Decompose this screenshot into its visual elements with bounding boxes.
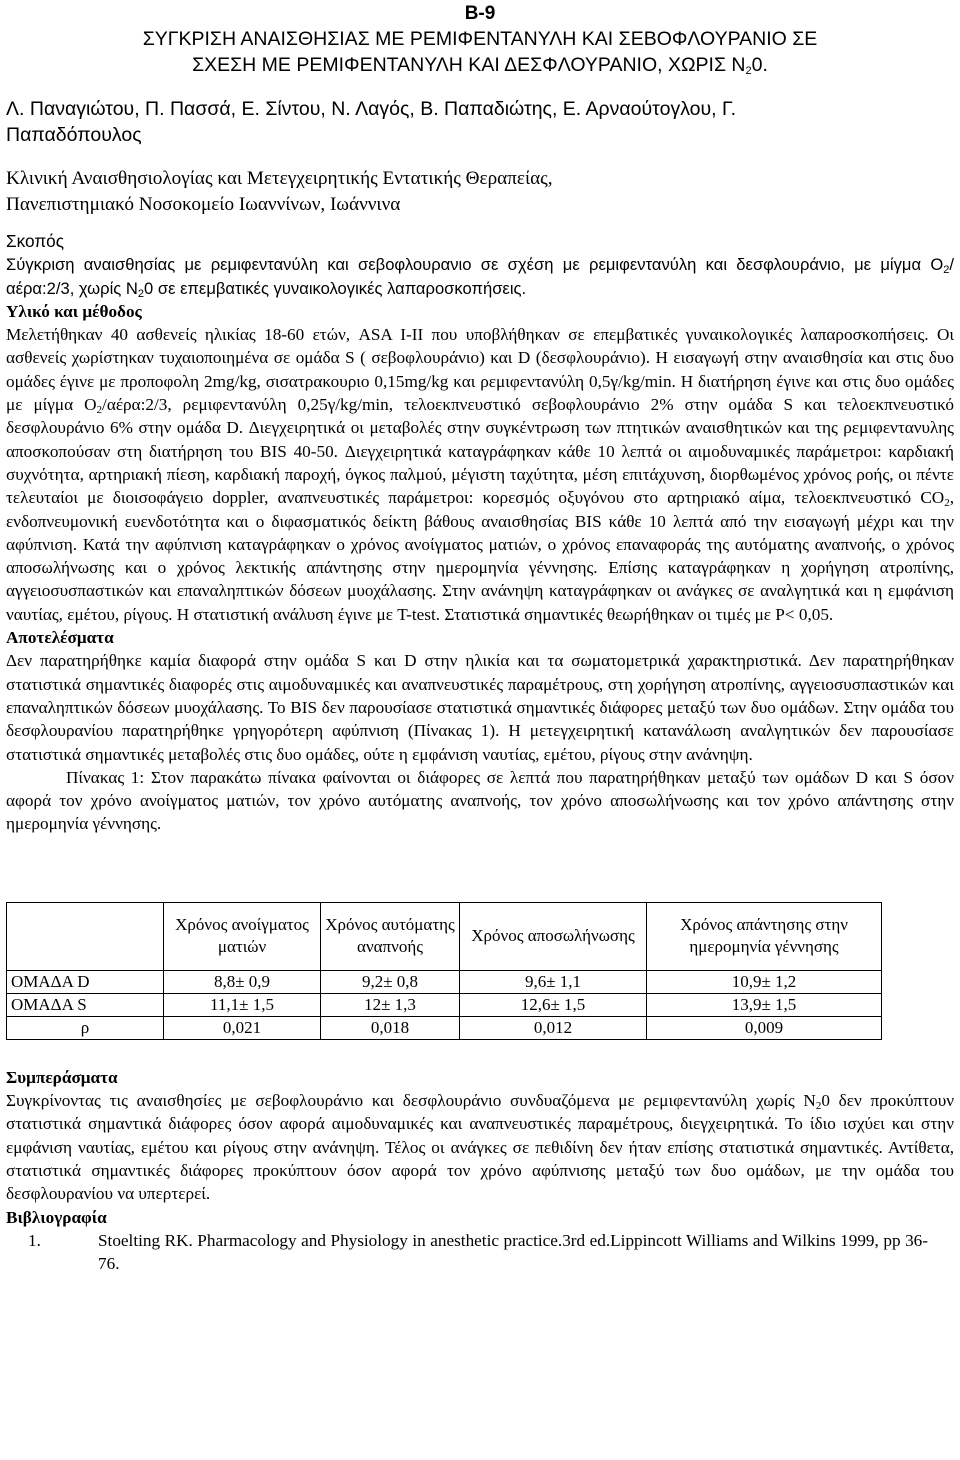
table-cell: 13,9± 1,5: [647, 993, 882, 1016]
title-line-1: ΣΥΓΚΡΙΣΗ ΑΝΑΙΣΘΗΣΙΑΣ ΜΕ ΡΕΜΙΦΕΝΤΑΝΥΛΗ ΚΑΙ ΣΕΒΟΦΛΟΥΡΑΝΙΟ ΣΕ: [142, 28, 818, 50]
aim-text: Σύγκριση αναισθησίας με ρεμιφεντανύλη και σεβοφλουρανιο σε σχέση με ρεμιφεντανύλη και δεσφλουράνιο, με μίγμα $O_2/\alpha έ\rho\alpha:2/3$, χωρίς $N_20$ σε επεμβατικές γυναικολογικές λαπαροσκοπήσεις.: [6, 255, 954, 300]
header-cell: Χρόνος αυτόματης αναπνοής: [321, 902, 460, 970]
results-heading: Αποτελέσματα: [6, 628, 114, 648]
header-cell: Χρόνος αποσωλήνωσης: [460, 902, 647, 970]
references-heading: Βιβλιογραφία: [6, 1207, 107, 1227]
table-row: [7, 993, 882, 1016]
row-label: ΟΜΑΔΑ D: [7, 970, 164, 993]
results-table: [6, 902, 882, 1040]
abstract-code: Β-9: [464, 3, 496, 24]
subscript: 2: [745, 65, 752, 77]
paper-page: [6, 0, 954, 1275]
conclusions-text: Συγκρίνοντας τις αναισθησίες με σεβοφλουράνιο και δεσφλουράνιο συνδυαζόμενα με ρεμιφεντανύλη χωρίς $N_20$ δεν προκύπτουν στατιστικά σημαντικά διάφορες όσον αφορά αιμοδυναμικές και αναπνευστικές παραμέτρους, διεγχειρητικά. Το ίδιο ισχύει και στην εμφάνιση ναυτίας, εμέτου και ρίγους στην ανάνηψη. Τέλος οι ανάγκες σε πεθιδίνη δεν ήταν επίσης στατιστικά σημαντικές. Αντίθετα, στατιστικά σημαντικές διάφορες προκύπτουν όσον αφορά τον χρόνο αφύπνισης μεταξύ των δυο ομάδων, με την ομάδα του δεσφλουρανίου να υπερτερεί.: [6, 1091, 954, 1204]
authors-line-1: Λ. Παναγιώτου, Π. Πασσά, Ε. Σίντου, Ν. Λαγός, Β. Παπαδιώτης, Ε. Αρναούτογλου, Γ.: [6, 98, 737, 120]
table-cell: 10,9± 1,2: [647, 970, 882, 993]
table-cell: 9,2± 0,8: [321, 970, 460, 993]
row-label: ΟΜΑΔΑ S: [7, 993, 164, 1016]
table-cell: 0,018: [321, 1016, 460, 1039]
table-cell: 0,012: [460, 1016, 647, 1039]
methods-text: Μελετήθηκαν 40 ασθενείς ηλικίας 18-60 ετών, ASA I-II που υποβλήθηκαν σε επεμβατικές γυναικολογικές λαπαροσκοπήσεις. Οι ασθενείς χωρίστηκαν τυχαιοποιημένα σε ομάδα S ( σεβοφλουράνιο) και D (δεσφλουράνιο). Η εισαγωγή στην αναισθησία και στις δυο ομάδες έγινε με προποφολη 2mg/kg, σισατρακουριο 0,15mg/kg και ρεμιφεντανύλη 0,5γ/kg/min. Η διατήρηση έγινε και στις δυο ομάδες με μίγμα $O_2/\alpha έ\rho\alpha:2/3$, ρεμιφεντανύλη 0,25γ/kg/min, τελοεκπνευστικό σεβοφλουράνιο 2% στην ομάδα S και τελοεκπνευστικό δεσφλουράνιο 6% στην ομάδα D. Διεγχειρητικά οι μεταβολές στην συγκέντρωση των πτητικών αναισθητικών και της ρεμιφεντανυλης αποσκοπούσαν στη διατήρηση του BIS 40-50. Διεγχειρητικά καταγράφηκαν κάθε 10 λεπτά οι αιμοδυναμικές παράμετροι: καρδιακή συχνότητα, αρτηριακή πίεση, καρδιακή παροχή, όγκος παλμού, μέγιστη ταχύτητα, μέση επιτάχυνση, διορθωμένος χρόνος ροής, οι πέντε τελευταίοι με διοισοφάγειο doppler, αναπνευστικές παράμετροι: κορεσμός οξυγόνου στο αρτηριακό αίμα, τελοεκπνευστικό $CO_2$, ενδοπνευμονική ευενδοτότητα και ο διφασματικός δείκτη βάθους αναισθησίας BIS κάθε 10 λεπτά από την εισαγωγή μέχρι και την αφύπνιση. Κατά την αφύπνιση καταγράφηκαν ο χρόνος ανοίγματος ματιών, ο χρόνος επαναφοράς της αυτόματης αναπνοής, ο χρόνος αποσωλήνωσης και ο χρόνος λεκτικής απάντησης στην ημερομηνία γέννησης. Επίσης καταγράφηκαν η χορήγηση ατροπίνης, αγγειοσυσπαστικών και επαναληπτικών δόσεων μυοχάλασης. Στην ανάνηψη καταγράφηκαν οι ανάγκες σε αναλγητικά και η εμφάνιση ναυτίας, εμέτου, ρίγους. Η στατιστική ανάλυση έγινε με T-test. Στατιστικά σημαντικές θεωρήθηκαν οι τιμές με P< 0,05.: [6, 325, 954, 624]
row-label: ρ: [7, 1016, 164, 1039]
table-cell: 0,021: [164, 1016, 321, 1039]
results-text: Δεν παρατηρήθηκε καμία διαφορά στην ομάδα S και D στην ηλικία και τα σωματομετρικά χαρακτηριστικά. Δεν παρατηρήθηκαν στατιστικά σημαντικές διαφορές στις αιμοδυναμικές και αναπνευστικές παραμέτρους, στη χορήγηση ατροπίνης, αγγειοσυσπαστικών και επαναληπτικών δόσεων μυοχάλασης. Το BIS δεν παρουσίασε στατιστικά σημαντικές διάφορες μεταξύ των δυο ομάδων. Στην ομάδα του δεσφλουρανίου παρατηρήθηκε γρηγορότερη αφύπνιση (Πίνακας 1). Η μετεγχειρητική κατανάλωση αναλγητικών δεν παρουσίασε στατιστικά σημαντικές μεταβολές στις δυο ομάδες, ούτε η εμφάνιση ναυτίας, εμέτου, ρίγους στην ανάνηψη.: [6, 651, 954, 764]
table-cell: 0,009: [647, 1016, 882, 1039]
conclusions-heading: Συμπεράσματα: [6, 1067, 118, 1087]
header-cell: Χρόνος ανοίγματος ματιών: [164, 902, 321, 970]
table-cell: 9,6± 1,1: [460, 970, 647, 993]
affiliation-line-2: Πανεπιστημιακό Νοσοκομείο Ιωαννίνων, Ιωάννινα: [6, 194, 401, 215]
table-cell: 8,8± 0,9: [164, 970, 321, 993]
methods-heading: Υλικό και μέθοδος: [6, 301, 142, 321]
table-row: [7, 1016, 882, 1039]
reference-text: Stoelting RK. Pharmacology and Physiology in anesthetic practice.3rd ed.Lippincott Williams and Wilkins 1999, pp 36-76.: [98, 1230, 928, 1274]
header-cell: [7, 902, 164, 970]
table-cell: 12± 1,3: [321, 993, 460, 1016]
reference-number: 1.: [28, 1230, 41, 1250]
table-cell: 12,6± 1,5: [460, 993, 647, 1016]
table-header-row: [7, 902, 882, 970]
authors-line-2: Παπαδόπουλος: [6, 124, 142, 146]
affiliation: [6, 166, 954, 218]
paper-title: [6, 26, 954, 78]
affiliation-line-1: Κλινική Αναισθησιολογίας και Μετεγχειρητικής Εντατικής Θεραπείας,: [6, 168, 553, 189]
authors: [6, 96, 954, 148]
table-caption: Πίνακας 1: Στον παρακάτω πίνακα φαίνονται οι διάφορες σε λεπτά που παρατηρήθηκαν μεταξύ των ομάδων D και S όσον αφορά τον χρόνο ανοίγματος ματιών, τον χρόνο αυτόματης αναπνοής, τον χρόνο αποσωλήνωσης και τον χρόνο απάντησης στην ημερομηνία γέννησης.: [6, 767, 954, 834]
table-cell: 11,1± 1,5: [164, 993, 321, 1016]
header-cell: Χρόνος απάντησης στην ημερομηνία γέννησης: [647, 902, 882, 970]
table-row: [7, 970, 882, 993]
title-line-2: ΣΧΕΣΗ ΜΕ ΡΕΜΙΦΕΝΤΑΝΥΛΗ ΚΑΙ ΔΕΣΦΛΟΥΡΑΝΙΟ, ΧΩΡΙΣ $N_20$.: [192, 54, 768, 77]
aim-heading: Σκοπός: [6, 231, 65, 251]
reference-item: [6, 1229, 954, 1276]
